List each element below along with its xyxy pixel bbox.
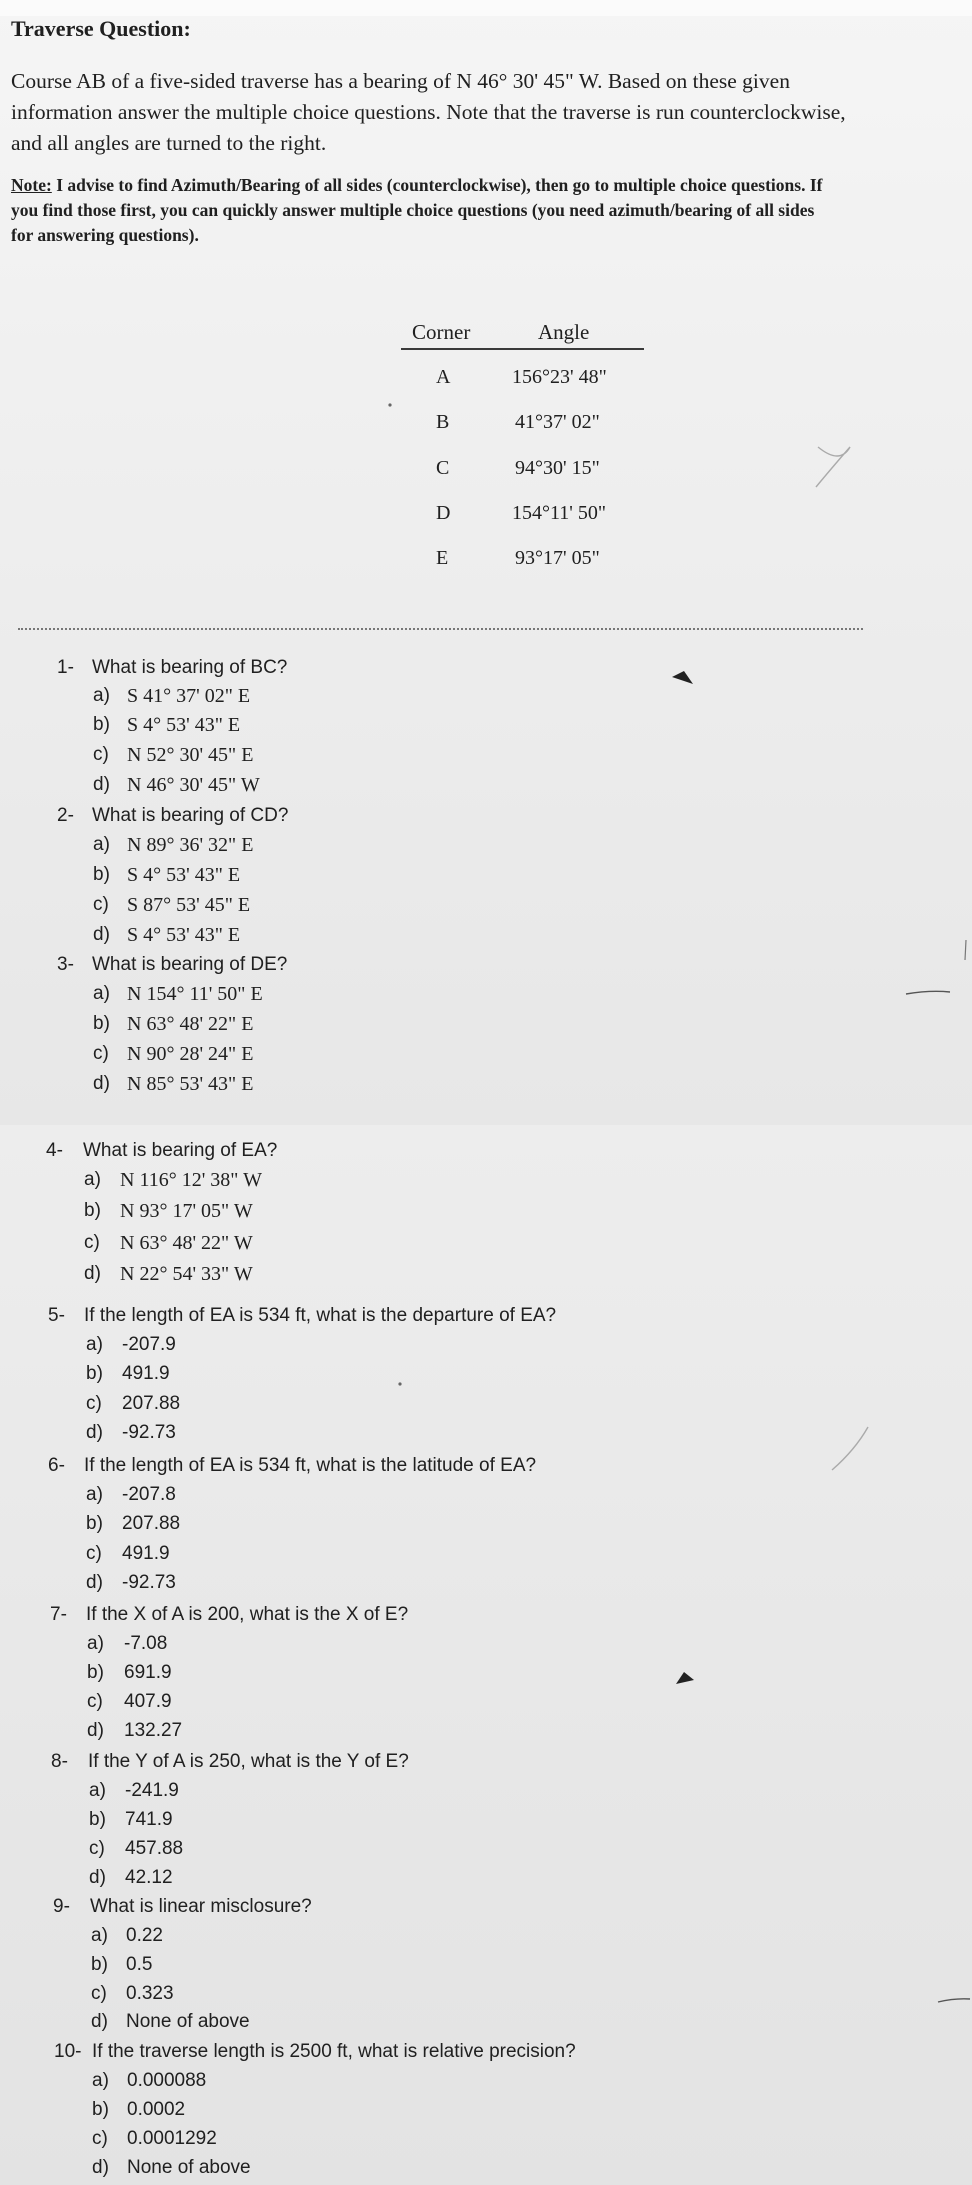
option-text[interactable]: 132.27	[124, 1720, 183, 1741]
pen-mark	[906, 991, 950, 994]
option-text[interactable]: -241.9	[125, 1780, 179, 1801]
option-letter: b)	[93, 864, 110, 885]
table-cell-angle: 156°23' 48"	[512, 366, 607, 388]
option-text[interactable]: 457.88	[125, 1838, 184, 1859]
question-number: 3-	[57, 954, 74, 975]
option-letter: d)	[92, 2157, 109, 2178]
question-text: What is bearing of CD?	[92, 805, 289, 826]
option-letter: b)	[93, 714, 110, 735]
table-cell-angle: 93°17' 05"	[515, 547, 600, 569]
option-text[interactable]: None of above	[126, 2011, 250, 2032]
option-letter: b)	[84, 1200, 101, 1221]
option-text[interactable]: N 93° 17' 05" W	[120, 1200, 253, 1222]
option-letter: c)	[92, 2128, 108, 2149]
question-text: What is bearing of EA?	[83, 1140, 278, 1161]
question-text: What is linear misclosure?	[90, 1896, 312, 1917]
pen-mark	[938, 1999, 970, 2002]
option-letter: c)	[93, 1043, 109, 1064]
option-letter: d)	[84, 1263, 101, 1284]
option-letter: a)	[87, 1633, 104, 1654]
option-text[interactable]: 0.0002	[127, 2099, 186, 2120]
option-text[interactable]: N 52° 30' 45" E	[127, 744, 254, 766]
option-text[interactable]: 207.88	[122, 1513, 181, 1534]
option-letter: a)	[86, 1334, 103, 1355]
dot-mark	[388, 403, 391, 406]
option-letter: b)	[93, 1013, 110, 1034]
table-cell-corner: C	[436, 457, 450, 479]
pen-mark	[816, 447, 850, 487]
option-letter: a)	[91, 1925, 108, 1946]
option-text[interactable]: 741.9	[125, 1809, 173, 1830]
option-text[interactable]: -207.9	[122, 1334, 176, 1355]
option-text[interactable]: S 4° 53' 43" E	[127, 864, 241, 886]
option-text[interactable]: 0.0001292	[127, 2128, 217, 2149]
option-text[interactable]: S 4° 53' 43" E	[127, 924, 241, 946]
option-text[interactable]: 691.9	[124, 1662, 172, 1683]
option-text[interactable]: 0.000088	[127, 2070, 207, 2091]
question-number: 7-	[50, 1604, 67, 1625]
option-letter: d)	[89, 1867, 106, 1888]
option-letter: c)	[87, 1691, 103, 1712]
note-text: I advise to find Azimuth/Bearing of all sides (counterclockwise), then go to multiple choice questions. If	[51, 175, 823, 195]
option-letter: c)	[93, 744, 109, 765]
option-letter: b)	[89, 1809, 106, 1830]
option-text[interactable]: 0.323	[126, 1983, 174, 2004]
note-line: you find those first, you can quickly answer multiple choice questions (you need azimuth/bearing of all sides	[11, 200, 815, 220]
option-text[interactable]: 207.88	[122, 1393, 181, 1414]
option-text[interactable]: 491.9	[122, 1363, 170, 1384]
option-letter: a)	[93, 983, 110, 1004]
note-line: for answering questions).	[11, 225, 199, 245]
option-text[interactable]: N 46° 30' 45" W	[127, 774, 260, 796]
option-letter: a)	[93, 685, 110, 706]
option-letter: d)	[93, 924, 110, 945]
option-text[interactable]: 491.9	[122, 1543, 170, 1564]
intro-line: information answer the multiple choice questions. Note that the traverse is run counterclockwise,	[11, 100, 846, 124]
option-letter: d)	[93, 774, 110, 795]
table-header-angle: Angle	[538, 320, 590, 344]
option-letter: d)	[91, 2011, 108, 2032]
option-letter: d)	[87, 1720, 104, 1741]
option-text[interactable]: N 89° 36' 32" E	[127, 834, 254, 856]
option-letter: c)	[84, 1232, 100, 1253]
option-letter: a)	[86, 1484, 103, 1505]
table-cell-corner: B	[436, 411, 450, 433]
table-cell-corner: D	[436, 502, 451, 524]
question-number: 9-	[53, 1896, 70, 1917]
option-letter: c)	[86, 1543, 102, 1564]
question-number: 1-	[57, 657, 74, 678]
question-number: 6-	[48, 1455, 65, 1476]
option-text[interactable]: 0.5	[126, 1954, 153, 1975]
option-letter: d)	[86, 1422, 103, 1443]
option-letter: c)	[93, 894, 109, 915]
question-text: What is bearing of DE?	[92, 954, 288, 975]
question-number: 2-	[57, 805, 74, 826]
option-letter: a)	[92, 2070, 109, 2091]
question-text: If the traverse length is 2500 ft, what is relative precision?	[92, 2041, 576, 2062]
option-letter: b)	[87, 1662, 104, 1683]
option-text[interactable]: -7.08	[124, 1633, 168, 1654]
option-letter: a)	[89, 1780, 106, 1801]
pen-mark	[965, 940, 966, 960]
table-header-corner: Corner	[412, 320, 471, 344]
option-letter: d)	[86, 1572, 103, 1593]
option-text[interactable]: N 90° 28' 24" E	[127, 1043, 254, 1065]
question-text: If the length of EA is 534 ft, what is the latitude of EA?	[84, 1455, 537, 1476]
option-letter: d)	[93, 1073, 110, 1094]
intro-line: and all angles are turned to the right.	[11, 131, 327, 155]
option-text[interactable]: -92.73	[122, 1572, 176, 1593]
pen-mark	[832, 1427, 868, 1470]
option-text[interactable]: N 85° 53' 43" E	[127, 1073, 254, 1095]
option-letter: b)	[86, 1363, 103, 1384]
option-letter: a)	[93, 834, 110, 855]
option-letter: c)	[89, 1838, 105, 1859]
option-text[interactable]: S 4° 53' 43" E	[127, 714, 241, 736]
note-label: Note:	[11, 175, 52, 195]
question-number: 10-	[54, 2041, 82, 2062]
question-number: 5-	[48, 1305, 65, 1326]
option-letter: b)	[92, 2099, 109, 2120]
option-text[interactable]: None of above	[127, 2157, 251, 2178]
option-letter: c)	[91, 1983, 107, 2004]
table-cell-corner: E	[436, 547, 449, 569]
question-text: If the length of EA is 534 ft, what is the departure of EA?	[84, 1305, 557, 1326]
question-text: What is bearing of BC?	[92, 657, 288, 678]
question-text: If the Y of A is 250, what is the Y of E?	[88, 1751, 409, 1772]
table-cell-corner: A	[436, 366, 451, 388]
option-text[interactable]: -207.8	[122, 1484, 176, 1505]
option-letter: b)	[86, 1513, 103, 1534]
option-text[interactable]: N 63° 48' 22" W	[120, 1232, 253, 1254]
option-text[interactable]: S 87° 53' 45" E	[127, 894, 251, 916]
option-text[interactable]: N 154° 11' 50" E	[127, 983, 263, 1005]
question-number: 4-	[46, 1140, 63, 1161]
option-letter: b)	[91, 1954, 108, 1975]
option-letter: c)	[86, 1393, 102, 1414]
cursor-arrow-icon	[672, 671, 693, 684]
cursor-arrow-icon	[676, 1672, 694, 1684]
table-cell-angle: 41°37' 02"	[515, 411, 600, 433]
question-number: 8-	[51, 1751, 68, 1772]
page-title: Traverse Question:	[11, 16, 191, 41]
table-cell-angle: 94°30' 15"	[515, 457, 600, 479]
option-text[interactable]: S 41° 37' 02" E	[127, 685, 251, 707]
option-text[interactable]: 407.9	[124, 1691, 172, 1712]
option-text[interactable]: -92.73	[122, 1422, 176, 1443]
option-text[interactable]: N 116° 12' 38" W	[120, 1169, 262, 1191]
dot-mark	[398, 1382, 401, 1385]
option-letter: a)	[84, 1169, 101, 1190]
intro-line: Course AB of a five-sided traverse has a bearing of N 46° 30' 45" W. Based on these given	[11, 69, 790, 93]
table-cell-angle: 154°11' 50"	[512, 502, 607, 524]
question-text: If the X of A is 200, what is the X of E?	[86, 1604, 409, 1625]
option-text[interactable]: 42.12	[125, 1867, 173, 1888]
option-text[interactable]: 0.22	[126, 1925, 163, 1946]
option-text[interactable]: N 63° 48' 22" E	[127, 1013, 254, 1035]
option-text[interactable]: N 22° 54' 33" W	[120, 1263, 253, 1285]
